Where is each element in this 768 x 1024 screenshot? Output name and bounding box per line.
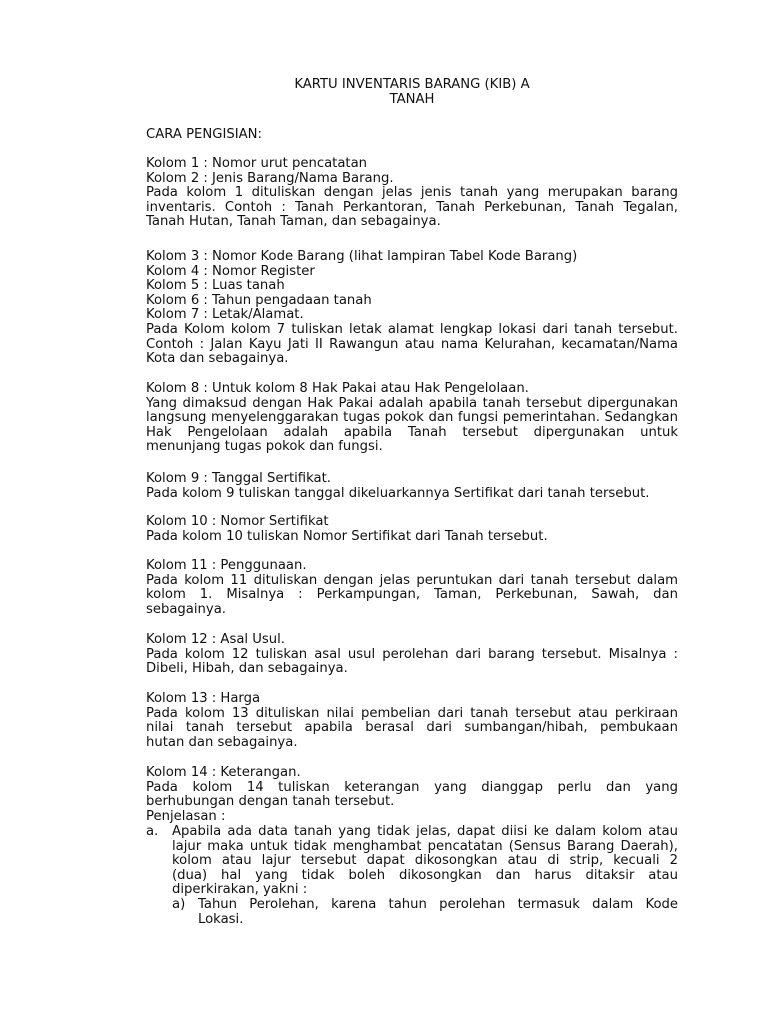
text-line: Kolom 2 : Jenis Barang/Nama Barang. (146, 170, 394, 186)
text-line: Tanah Hutan, Tanah Taman, dan sebagainya. (146, 214, 441, 230)
cara-pengisian-heading: CARA PENGISIAN: (146, 127, 262, 142)
section-kolom-1-2 (146, 157, 678, 230)
text-line: langsung menyelenggarakan tugas pokok dan fungsi pemerintahan. Sedangkan (146, 410, 678, 426)
text-line: Kolom 9 : Tanggal Sertifikat. (146, 471, 331, 486)
text-line: Kolom 12 : Asal Usul. (146, 632, 286, 647)
document-subtitle: TANAH (389, 92, 435, 107)
text-line: Tahun Perolehan, karena tahun perolehan termasuk dalam Kode (198, 897, 678, 912)
text-line: Pada kolom 9 tuliskan tanggal dikeluarkannya Sertifikat dari tanah tersebut. (146, 485, 650, 501)
text-line: Kolom 5 : Luas tanah (146, 278, 285, 294)
section-kolom-11 (146, 559, 678, 617)
text-line: Kolom 1 : Nomor urut pencatatan (146, 156, 368, 171)
text-line: nilai tanah tersebut apabila berasal dari sumbangan/hibah, pembukaan (146, 720, 678, 736)
sub-list-item-body (198, 898, 678, 927)
text-line: inventaris. Contoh : Tanah Perkantoran, Tanah Perkebunan, Tanah Tegalan, (146, 199, 678, 215)
text-line: kolom atau lajur tersebut dapat dikosongkan atau di strip, kecuali 2 (172, 853, 678, 869)
text-line: Pada kolom 1 dituliskan dengan jelas jenis tanah yang merupakan barang (146, 185, 678, 201)
text-line: (dua) hal yang tidak boleh dikosongkan dan harus ditaksir atau (172, 867, 678, 883)
list-label: a. (146, 824, 159, 839)
text-line: Kolom 14 : Keterangan. (146, 765, 301, 780)
text-line: Pada kolom 12 tuliskan asal usul perolehan dari barang tersebut. Misalnya : (146, 646, 678, 662)
section-kolom-3-7 (146, 250, 678, 367)
text-line: Apabila ada data tanah yang tidak jelas, dapat diisi ke dalam kolom atau (172, 824, 678, 839)
text-line: Yang dimaksud dengan Hak Pakai adalah apabila tanah tersebut dipergunakan (146, 395, 678, 411)
text-line: Kolom 7 : Letak/Alamat. (146, 307, 304, 323)
section-kolom-12 (146, 633, 678, 677)
text-line: berhubungan dengan tanah tersebut. (146, 794, 395, 810)
text-line: hutan dan sebagainya. (146, 734, 298, 750)
section-kolom-10 (146, 515, 678, 544)
penjelasan-list-item-a (146, 825, 678, 935)
text-line: Kolom 6 : Tahun pengadaan tanah (146, 292, 372, 308)
text-line: menunjang tugas pokok dan fungsi. (146, 439, 383, 455)
section-kolom-8 (146, 382, 678, 455)
text-line: Kolom 3 : Nomor Kode Barang (lihat lampiran Tabel Kode Barang) (146, 249, 578, 264)
text-line: Pada kolom 11 dituliskan dengan jelas peruntukan dari tanah tersebut dalam (146, 572, 678, 588)
text-line: Pada Kolom kolom 7 tuliskan letak alamat lengkap lokasi dari tanah tersebut. (146, 321, 678, 337)
text-line: Contoh : Jalan Kayu Jati II Rawangun atau nama Kelurahan, kecamatan/Nama (146, 336, 678, 352)
text-line: Dibeli, Hibah, dan sebagainya. (146, 661, 348, 677)
document-title: KARTU INVENTARIS BARANG (KIB) A (294, 77, 530, 92)
text-line: sebagainya. (146, 601, 226, 617)
text-line: Kota dan sebagainya. (146, 351, 289, 367)
section-kolom-13 (146, 692, 678, 750)
section-kolom-9 (146, 472, 678, 501)
text-line: Penjelasan : (146, 808, 226, 824)
text-line: Kolom 10 : Nomor Sertifikat (146, 514, 329, 529)
text-line: Hak Pengelolaan adalah apabila Tanah tersebut dipergunakan untuk (146, 424, 678, 440)
text-line: diperkirakan, yakni : (172, 882, 308, 898)
text-line: Pada kolom 10 tuliskan Nomor Sertifikat dari Tanah tersebut. (146, 528, 548, 544)
document-page (146, 0, 678, 1024)
text-line: lajur maka untuk tidak menghambat pencatatan (Sensus Barang Daerah), (172, 838, 678, 854)
text-line: Lokasi. (198, 911, 244, 927)
section-kolom-14 (146, 766, 678, 824)
sub-list-label: a) (172, 897, 186, 912)
text-line: Pada kolom 14 tuliskan keterangan yang dianggap perlu dan yang (146, 779, 678, 795)
text-line: Kolom 4 : Nomor Register (146, 263, 315, 279)
text-line: kolom 1. Misalnya : Perkampungan, Taman, Perkebunan, Sawah, dan (146, 587, 678, 603)
list-item-body (172, 825, 678, 898)
text-line: Kolom 8 : Untuk kolom 8 Hak Pakai atau Hak Pengelolaan. (146, 381, 529, 396)
text-line: Kolom 13 : Harga (146, 691, 261, 706)
text-line: Kolom 11 : Penggunaan. (146, 558, 307, 573)
text-line: Pada kolom 13 dituliskan nilai pembelian dari tanah tersebut atau perkiraan (146, 705, 678, 721)
